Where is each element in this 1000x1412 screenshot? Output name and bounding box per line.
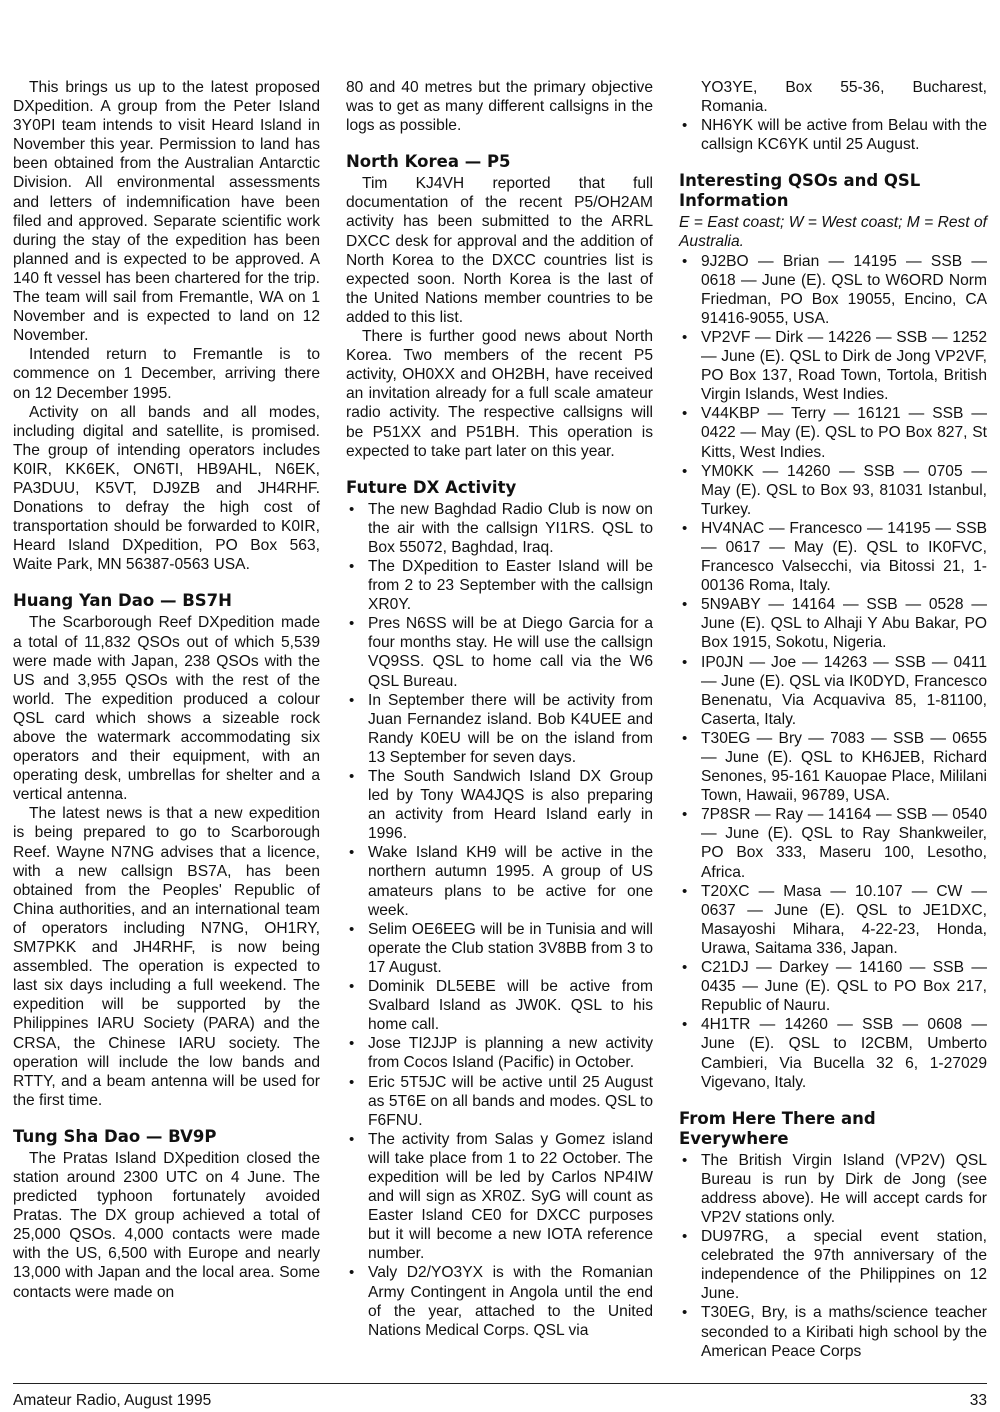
list-item: • 5N9ABY — 14164 — SSB — 0528 — June (E). QSL to Alhaji Y Abu Bakar, PO Box 1915, Sokotu, Nigeria. <box>679 595 987 652</box>
paragraph-return: Intended return to Fremantle is to commence on 1 December, arriving there on 12 December 1995. <box>13 346 320 402</box>
list-item: • Eric 5T5JC will be active until 25 August as 5T6E on all bands and modes. QSL to F6FNU. <box>346 1073 653 1130</box>
list-item: • VP2VF — Dirk — 14226 — SSB — 1252 — June (E). QSL to Dirk de Jong VP2VF, PO Box 137, Road Town, Tortola, British Virgin Islands, West Indies. <box>679 328 987 404</box>
paragraph-continued: 80 and 40 metres but the primary objective was to get as many different callsigns in the logs as possible. <box>346 79 653 135</box>
list-item: • Valy D2/YO3YX is with the Romanian Army Contingent in Angola until the end of the year, attached to the United Nations Medical Corps. QSL via <box>346 1263 653 1339</box>
list-item: • In September there will be activity from Juan Fernandez island. Bob K4UEE and Randy K0EU will be on the island from 13 September for seven days. <box>346 691 653 767</box>
list-item: • The new Baghdad Radio Club is now on the air with the callsign YI1RS. QSL to Box 55072, Baghdad, Iraq. <box>346 500 653 557</box>
publication-name: Amateur Radio, August 1995 <box>13 1392 212 1409</box>
list-item: • C21DJ — Darkey — 14160 — SSB — 0435 — June (E). QSL to PO Box 217, Republic of Nauru. <box>679 958 987 1015</box>
list-item: • The activity from Salas y Gomez island will take place from 1 to 22 October. The expedition will be led by Carlos NP4IW and will sign as XR0Z. SyG will count as Easter Island CE0 for DXCC purposes but it will become a new IOTA reference number. <box>346 1130 653 1264</box>
list-item: • YM0KK — 14260 — SSB — 0705 — May (E). QSL to Box 93, 81031 Istanbul, Turkey. <box>679 462 987 519</box>
paragraph-activity: Activity on all bands and all modes, including digital and satellite, is promised. The group of intending operators includes K0IR, KK6EK, ON6TI, HB9AHL, N6EK, PA3DUU, K5VT, DJ9ZB and JH4RHF. Donations to defray the high cost of transportation should be forwarded to K0IR, Heard Island DXpedition, PO Box 563, Waite Park, MN 56387-0563 USA. <box>13 403 320 574</box>
paragraph-north-korea-1: Tim KJ4VH reported that full documentation of the recent P5/OH2AM activity has been submitted to the ARRL DXCC desk for approval and the addition of North Korea to the DXCC countries list is expected soon. North Korea is the last of the United Nations member countries to be added to this list. <box>346 175 653 326</box>
qso-list <box>679 252 987 1092</box>
list-item: • IP0JN — Joe — 14263 — SSB — 0411 — June (E). QSL via IK0DYD, Francesco Benenatu, Via Acquaviva 85, 1-81100, Caserta, Italy. <box>679 653 987 729</box>
list-item: • 7P8SR — Ray — 14164 — SSB — 0540 — June (E). QSL to Ray Shankweiler, PO Box 333, Maseru 100, Lesotho, Africa. <box>679 805 987 881</box>
paragraph-new-expedition: The latest news is that a new expedition is being prepared to go to Scarborough Reef. Wayne N7NG advises that a licence, with a new callsign BS7A, has been obtained from the Peoples' Republic of China authorities, and an international team of operators including N7NG, OH1RY, SM7PKK and JH4RHF, is now being assembled. The operation is expected to last six days including a full weekend. The expedition will be supported by the Philippines IARU Society (PARA) and the CRSA, the Chinese IARU society. The operation will include the low bands and RTTY, and a beam antenna will be used for the first time. <box>13 805 320 1109</box>
future-dx-list <box>346 500 653 1340</box>
list-item: • The DXpedition to Easter Island will be from 2 to 23 September with the callsign XR0Y. <box>346 557 653 614</box>
list-item: • Jose TI2JJP is planning a new activity from Cocos Island (Pacific) in October. <box>346 1034 653 1072</box>
list-item: • The South Sandwich Island DX Group led by Tony WA4JQS is also preparing an activity from Heard Island early in 1996. <box>346 767 653 843</box>
column-left <box>13 78 320 1302</box>
list-item: • DU97RG, a special event station, celebrated the 97th anniversary of the independence of the Philippines on 12 June. <box>679 1227 987 1303</box>
paragraph-north-korea-2: There is further good news about North Korea. Two members of the recent P5 activity, OH0XX and OH2BH, have received an invitation already for a full scale amateur radio activity. The respective callsigns will be P51XX and P51BH. This operation is expected to take part later on this year. <box>346 328 653 460</box>
region-key: E = East coast; W = West coast; M = Rest of Australia. <box>679 214 987 251</box>
nh6yk-list <box>679 116 987 154</box>
paragraph-heard-island: This brings us up to the latest proposed DXpedition. A group from the Peter Island 3Y0PI team intends to visit Heard Island in November this year. Permission to land has been obtained from the Australian Antarctic Division. All environmental assessments and letters of indemnification have been filed and approved. Separate scientific work during the stay of the expedition has been planned and is expected to be approved. A 140 ft vessel has been chartered for the trip. The team will sail from Fremantle, WA on 1 November and is expected to land on 12 November. <box>13 79 320 345</box>
here-there-list <box>679 1151 987 1361</box>
list-item: • T30EG — Bry — 7083 — SSB — 0655 — June (E). QSL to KH6JEB, Richard Senones, 95-161 Kauopae Place, Mililani Town, Hawaii, 96789, USA. <box>679 729 987 805</box>
page-footer <box>13 1383 987 1410</box>
list-item-continued: YO3YE, Box 55-36, Bucharest, Romania. <box>701 79 987 116</box>
column-middle <box>346 78 653 1340</box>
list-item: • NH6YK will be active from Belau with the callsign KC6YK until 25 August. <box>679 116 987 154</box>
list-item: • T30EG, Bry, is a maths/science teacher seconded to a Kiribati high school by the American Peace Corps <box>679 1303 987 1360</box>
list-item: • V44KBP — Terry — 16121 — SSB — 0422 — May (E). QSL to PO Box 827, St Kitts, West Indies. <box>679 404 987 461</box>
paragraph-pratas: The Pratas Island DXpedition closed the station around 2300 UTC on 4 June. The predicted typhoon fortunately avoided Pratas. The DX group achieved a total of 25,000 QSOs. 4,000 contacts were made with the US, 6,500 with Europe and nearly 13,000 with Japan and the local area. Some contacts were made on <box>13 1149 320 1301</box>
heading-huang-yan-dao: Huang Yan Dao — BS7H <box>13 591 232 611</box>
heading-north-korea: North Korea — P5 <box>346 152 511 172</box>
paragraph-scarborough: The Scarborough Reef DXpedition made a total of 11,832 QSOs out of which 5,539 were made with Japan, 238 QSOs with the US and 3,955 QSOs with the rest of the world. The expedition produced a colour QSL card which shows a sizeable rock above the watermark accommodating six operators and their equipment, with an operating desk, umbrellas for shelter and a vertical antenna. <box>13 614 320 804</box>
list-item: • Wake Island KH9 will be active in the northern autumn 1995. A group of US amateurs plans to be active for one week. <box>346 843 653 919</box>
heading-future-dx: Future DX Activity <box>346 477 517 497</box>
heading-from-here-there: From Here There and Everywhere <box>679 1108 876 1148</box>
list-item: • T20XC — Masa — 10.107 — CW — 0637 — June (E). QSL to JE1DXC, Masayoshi Mihara, 4-22-23, Honda, Urawa, Saitama 336, Japan. <box>679 882 987 958</box>
page-number: 33 <box>969 1392 987 1409</box>
list-item: • The British Virgin Island (VP2V) QSL Bureau is run by Dirk de Jong (see address above). He will accept cards for VP2V stations only. <box>679 1151 987 1227</box>
list-item: • HV4NAC — Francesco — 14195 — SSB — 0617 — May (E). QSL to IK0FVC, Francesco Valsecchi, via Bitossi 21, 1-00136 Roma, Italy. <box>679 519 987 595</box>
list-item: • Dominik DL5EBE will be active from Svalbard Island as JW0K. QSL to his home call. <box>346 977 653 1034</box>
list-item: • Selim OE6EEG will be in Tunisia and will operate the Club station 3V8BB from 3 to 17 August. <box>346 920 653 977</box>
column-right <box>679 78 987 1361</box>
heading-interesting-qsos: Interesting QSOs and QSL Information <box>679 171 921 211</box>
list-item: • 9J2BO — Brian — 14195 — SSB — 0618 — June (E). QSL to W6ORD Norm Friedman, PO Box 19055, Encino, CA 91416-9055, USA. <box>679 252 987 328</box>
heading-tung-sha-dao: Tung Sha Dao — BV9P <box>13 1126 217 1146</box>
list-item: • 4H1TR — 14260 — SSB — 0608 — June (E). QSL to I2CBM, Umberto Cambieri, Via Bucella 32 6, 1-27029 Vigevano, Italy. <box>679 1015 987 1091</box>
list-item: • Pres N6SS will be at Diego Garcia for a four months stay. He will use the callsign VQ9SS. QSL to home call via the W6 QSL Bureau. <box>346 614 653 690</box>
